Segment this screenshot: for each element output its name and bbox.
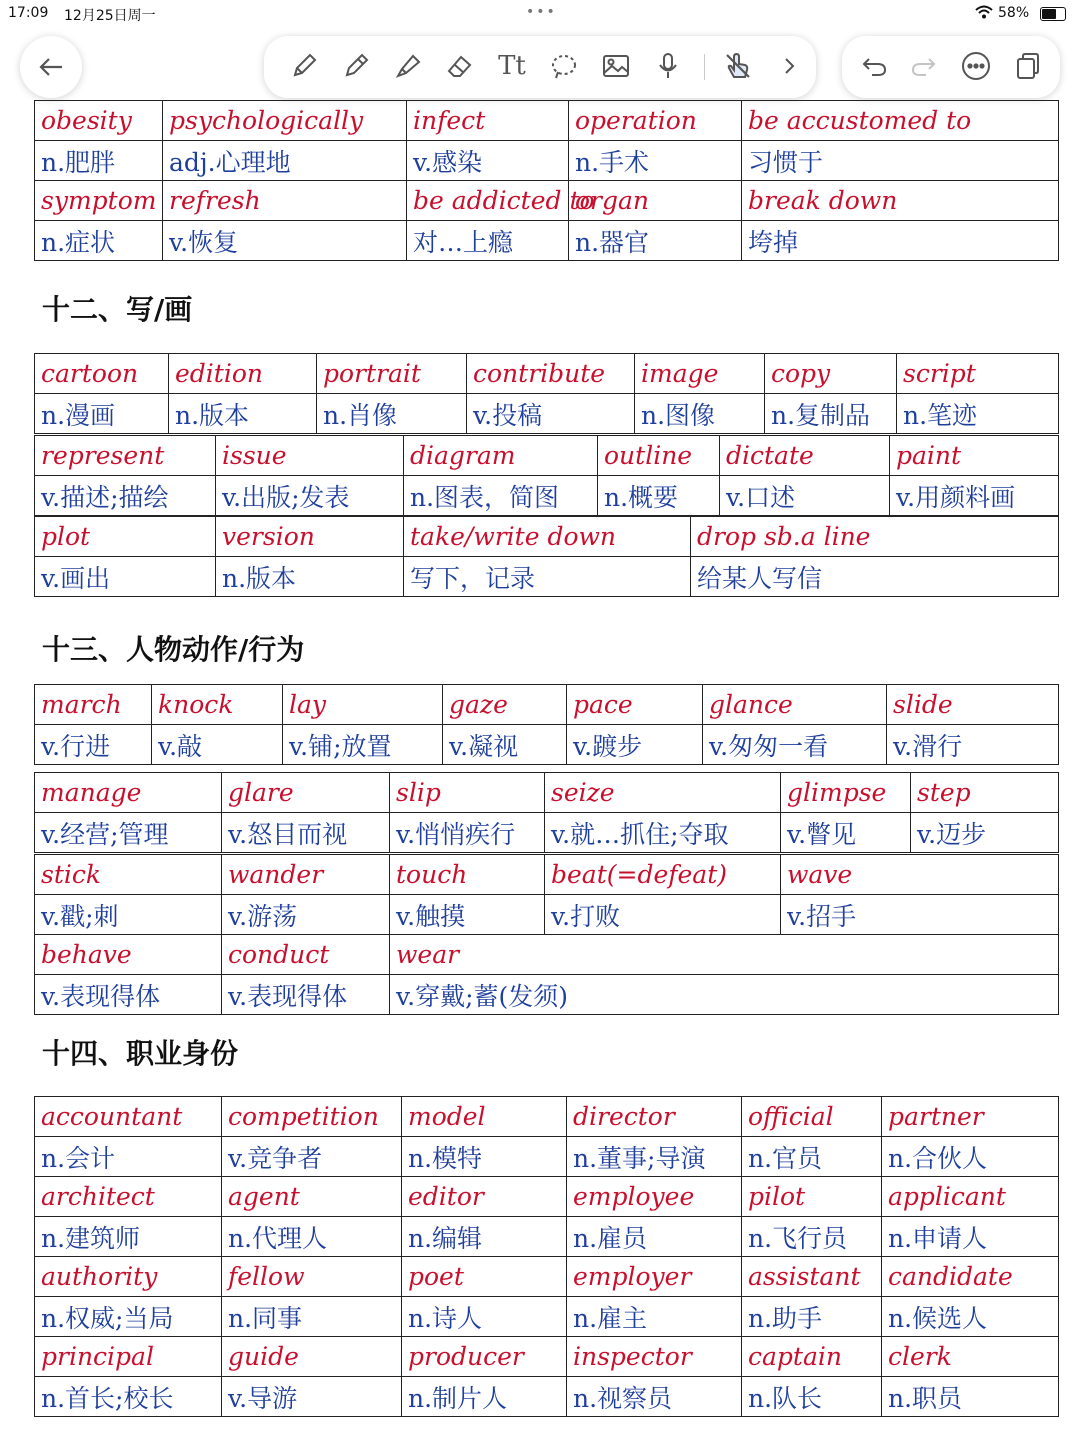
meaning-cell: v.瞥见 — [781, 813, 911, 853]
meaning-cell: n.同事 — [222, 1297, 402, 1337]
meaning-cell: 垮掉 — [742, 221, 1059, 261]
vocab-table-writing — [34, 353, 1059, 434]
meaning-cell: n.董事;导演 — [567, 1137, 742, 1177]
meaning-cell: v.触摸 — [390, 895, 545, 935]
pages-icon — [1014, 51, 1042, 81]
meaning-cell: v.导游 — [222, 1377, 402, 1417]
vocab-table-actions — [34, 684, 1059, 765]
more-icon — [960, 50, 992, 82]
word-cell: slip — [390, 773, 545, 813]
word-cell: captain — [742, 1337, 882, 1377]
meaning-cell: n.队长 — [742, 1377, 882, 1417]
word-cell: knock — [152, 685, 283, 725]
vocab-table-actions-3 — [34, 854, 1059, 935]
table-row — [35, 557, 1059, 597]
meaning-cell: v.就…抓住;夺取 — [545, 813, 781, 853]
meaning-cell: n.概要 — [598, 476, 720, 516]
word-cell: outline — [598, 436, 720, 476]
note-page[interactable] — [0, 92, 1080, 1440]
pen-icon — [341, 51, 371, 81]
word-cell: agent — [222, 1177, 402, 1217]
touch-draw-icon — [723, 51, 753, 81]
word-cell: lay — [283, 685, 443, 725]
wifi-icon — [975, 5, 993, 23]
lasso-icon — [549, 51, 579, 81]
pages-button[interactable] — [1006, 36, 1050, 96]
word-cell: stick — [35, 855, 222, 895]
meaning-cell: v.敲 — [152, 725, 283, 765]
word-cell: symptom — [35, 181, 163, 221]
toolbar-divider — [704, 54, 705, 80]
table-row — [35, 855, 1059, 895]
eraser-button[interactable] — [438, 36, 482, 96]
meaning-cell: n.代理人 — [222, 1217, 402, 1257]
meaning-cell: n.图像 — [635, 394, 765, 434]
word-cell: architect — [35, 1177, 222, 1217]
word-cell: be accustomed to — [742, 101, 1059, 141]
word-cell: image — [635, 354, 765, 394]
table-row — [35, 1257, 1059, 1297]
more-tools-button[interactable] — [770, 36, 808, 96]
word-cell: employee — [567, 1177, 742, 1217]
word-cell: glare — [222, 773, 390, 813]
meaning-cell: v.打败 — [545, 895, 781, 935]
meaning-cell: n.肥胖 — [35, 141, 163, 181]
meaning-cell: n.复制品 — [765, 394, 897, 434]
table-row — [35, 476, 1059, 516]
word-cell: diagram — [404, 436, 598, 476]
meaning-cell: 给某人写信 — [691, 557, 1059, 597]
word-cell: take/write down — [404, 517, 691, 557]
meaning-cell: n.首长;校长 — [35, 1377, 222, 1417]
word-cell: step — [911, 773, 1059, 813]
meaning-cell: v.画出 — [35, 557, 216, 597]
chevron-right-icon — [781, 55, 797, 77]
meaning-cell: n.权威;当局 — [35, 1297, 222, 1337]
redo-icon — [910, 54, 938, 78]
meaning-cell: 习惯于 — [742, 141, 1059, 181]
word-cell: gaze — [443, 685, 567, 725]
table-row — [35, 354, 1059, 394]
meaning-cell: n.职员 — [882, 1377, 1059, 1417]
table-row — [35, 1377, 1059, 1417]
meaning-cell: v.用颜料画 — [890, 476, 1059, 516]
word-cell: wave — [781, 855, 1059, 895]
meaning-cell: v.迈步 — [911, 813, 1059, 853]
pencil-button[interactable] — [282, 36, 326, 96]
meaning-cell: n.手术 — [569, 141, 742, 181]
word-cell: glimpse — [781, 773, 911, 813]
meaning-cell: 对…上瘾 — [407, 221, 569, 261]
word-cell: behave — [35, 935, 222, 975]
word-cell: touch — [390, 855, 545, 895]
status-date: 12月25日周一 — [64, 8, 156, 24]
meaning-cell: n.会计 — [35, 1137, 222, 1177]
table-row — [35, 1177, 1059, 1217]
word-cell: be addicted to — [407, 181, 569, 221]
word-cell: candidate — [882, 1257, 1059, 1297]
status-time: 17:09 — [8, 5, 49, 21]
table-row — [35, 773, 1059, 813]
undo-icon — [860, 54, 888, 78]
table-row — [35, 181, 1059, 221]
table-row — [35, 1137, 1059, 1177]
word-cell: drop sb.a line — [691, 517, 1059, 557]
battery-percent: 58% — [998, 5, 1030, 21]
text-button[interactable] — [490, 36, 534, 96]
meaning-cell: v.招手 — [781, 895, 1059, 935]
meaning-cell: n.症状 — [35, 221, 163, 261]
meaning-cell: v.悄悄疾行 — [390, 813, 545, 853]
word-cell: guide — [222, 1337, 402, 1377]
table-row — [35, 975, 1059, 1015]
word-cell: fellow — [222, 1257, 402, 1297]
word-cell: paint — [890, 436, 1059, 476]
word-cell: employer — [567, 1257, 742, 1297]
meaning-cell: v.戳;刺 — [35, 895, 222, 935]
meaning-cell: v.凝视 — [443, 725, 567, 765]
meaning-cell: v.滑行 — [887, 725, 1059, 765]
meaning-cell: v.穿戴;蓄(发须) — [390, 975, 1059, 1015]
word-cell: beat(=defeat) — [545, 855, 781, 895]
word-cell: issue — [216, 436, 404, 476]
meaning-cell: v.匆匆一看 — [703, 725, 887, 765]
meaning-cell: n.模特 — [402, 1137, 567, 1177]
meaning-cell: v.描述;描绘 — [35, 476, 216, 516]
table-row — [35, 101, 1059, 141]
meaning-cell: n.漫画 — [35, 394, 169, 434]
word-cell: break down — [742, 181, 1059, 221]
word-cell: seize — [545, 773, 781, 813]
meaning-cell: v.铺;放置 — [283, 725, 443, 765]
word-cell: inspector — [567, 1337, 742, 1377]
table-row — [35, 517, 1059, 557]
meaning-cell: n.视察员 — [567, 1377, 742, 1417]
pencil-icon — [289, 51, 319, 81]
word-cell: principal — [35, 1337, 222, 1377]
table-row — [35, 813, 1059, 853]
word-cell: dictate — [720, 436, 890, 476]
word-cell: wander — [222, 855, 390, 895]
meaning-cell: n.飞行员 — [742, 1217, 882, 1257]
word-cell: assistant — [742, 1257, 882, 1297]
word-cell: competition — [222, 1097, 402, 1137]
word-cell: represent — [35, 436, 216, 476]
word-cell: copy — [765, 354, 897, 394]
word-cell: plot — [35, 517, 216, 557]
table-row — [35, 1217, 1059, 1257]
meaning-cell: n.肖像 — [317, 394, 467, 434]
vocab-table-health — [34, 100, 1059, 261]
meaning-cell: v.经营;管理 — [35, 813, 222, 853]
undo-button[interactable] — [852, 36, 896, 96]
vocab-table-writing-3 — [34, 516, 1059, 597]
meaning-cell: v.口述 — [720, 476, 890, 516]
word-cell: manage — [35, 773, 222, 813]
table-row — [35, 725, 1059, 765]
word-cell: model — [402, 1097, 567, 1137]
lasso-button[interactable] — [542, 36, 586, 96]
meaning-cell: v.表现得体 — [222, 975, 390, 1015]
meaning-cell: n.官员 — [742, 1137, 882, 1177]
meaning-cell: v.出版;发表 — [216, 476, 404, 516]
more-button[interactable] — [954, 36, 998, 96]
meaning-cell: n.笔迹 — [897, 394, 1059, 434]
word-cell: pilot — [742, 1177, 882, 1217]
meaning-cell: n.雇主 — [567, 1297, 742, 1337]
pen-button[interactable] — [334, 36, 378, 96]
word-cell: poet — [402, 1257, 567, 1297]
table-row — [35, 1297, 1059, 1337]
table-row — [35, 141, 1059, 181]
word-cell: director — [567, 1097, 742, 1137]
meaning-cell: v.表现得体 — [35, 975, 222, 1015]
word-cell: slide — [887, 685, 1059, 725]
word-cell: operation — [569, 101, 742, 141]
meaning-cell: n.合伙人 — [882, 1137, 1059, 1177]
word-cell: producer — [402, 1337, 567, 1377]
meaning-cell: v.竞争者 — [222, 1137, 402, 1177]
document-toolbar — [842, 36, 1060, 98]
status-bar — [0, 0, 1080, 28]
word-cell: wear — [390, 935, 1059, 975]
vocab-table-actions-4 — [34, 934, 1059, 1015]
meaning-cell: n.申请人 — [882, 1217, 1059, 1257]
highlighter-button[interactable] — [386, 36, 430, 96]
table-row — [35, 436, 1059, 476]
word-cell: clerk — [882, 1337, 1059, 1377]
meaning-cell: v.踱步 — [567, 725, 703, 765]
meaning-cell: adj.心理地 — [163, 141, 407, 181]
image-icon — [601, 51, 631, 81]
vocab-table-occupations — [34, 1096, 1059, 1417]
word-cell: script — [897, 354, 1059, 394]
word-cell: glance — [703, 685, 887, 725]
meaning-cell: n.制片人 — [402, 1377, 567, 1417]
word-cell: psychologically — [163, 101, 407, 141]
back-button[interactable] — [20, 36, 82, 98]
meaning-cell: n.版本 — [169, 394, 317, 434]
microphone-button[interactable] — [646, 36, 690, 96]
microphone-icon — [653, 51, 683, 81]
word-cell: accountant — [35, 1097, 222, 1137]
meaning-cell: n.建筑师 — [35, 1217, 222, 1257]
drawing-toolbar — [264, 36, 816, 98]
table-row — [35, 221, 1059, 261]
table-row — [35, 1097, 1059, 1137]
meaning-cell: n.器官 — [569, 221, 742, 261]
meaning-cell: n.图表，简图 — [404, 476, 598, 516]
table-row — [35, 685, 1059, 725]
meaning-cell: v.恢复 — [163, 221, 407, 261]
section-heading-actions: 十三、人物动作/行为 — [42, 633, 305, 666]
meaning-cell: n.雇员 — [567, 1217, 742, 1257]
meaning-cell: v.怒目而视 — [222, 813, 390, 853]
touch-draw-button[interactable] — [716, 36, 760, 96]
word-cell: march — [35, 685, 152, 725]
word-cell: version — [216, 517, 404, 557]
image-button[interactable] — [594, 36, 638, 96]
word-cell: official — [742, 1097, 882, 1137]
word-cell: contribute — [467, 354, 635, 394]
word-cell: obesity — [35, 101, 163, 141]
meaning-cell: n.候选人 — [882, 1297, 1059, 1337]
vocab-table-actions-2 — [34, 772, 1059, 853]
multitask-dots[interactable]: ••• — [526, 4, 557, 20]
word-cell: pace — [567, 685, 703, 725]
table-row — [35, 394, 1059, 434]
word-cell: organ — [569, 181, 742, 221]
meaning-cell: v.游荡 — [222, 895, 390, 935]
eraser-icon — [445, 51, 475, 81]
battery-icon — [1040, 7, 1066, 21]
meaning-cell: n.诗人 — [402, 1297, 567, 1337]
word-cell: edition — [169, 354, 317, 394]
word-cell: cartoon — [35, 354, 169, 394]
word-cell: applicant — [882, 1177, 1059, 1217]
word-cell: conduct — [222, 935, 390, 975]
table-row — [35, 895, 1059, 935]
meaning-cell: n.版本 — [216, 557, 404, 597]
vocab-table-writing-2 — [34, 435, 1059, 516]
word-cell: refresh — [163, 181, 407, 221]
word-cell: partner — [882, 1097, 1059, 1137]
meaning-cell: 写下，记录 — [404, 557, 691, 597]
word-cell: editor — [402, 1177, 567, 1217]
table-row — [35, 1337, 1059, 1377]
word-cell: portrait — [317, 354, 467, 394]
word-cell: infect — [407, 101, 569, 141]
highlighter-icon — [393, 51, 423, 81]
section-heading-writing: 十二、写/画 — [42, 293, 193, 326]
meaning-cell: v.感染 — [407, 141, 569, 181]
meaning-cell: n.编辑 — [402, 1217, 567, 1257]
back-arrow-icon — [20, 36, 82, 98]
redo-button[interactable] — [902, 36, 946, 96]
text-icon: Tt — [498, 51, 526, 81]
section-heading-occupations: 十四、职业身份 — [42, 1037, 239, 1070]
table-row — [35, 935, 1059, 975]
meaning-cell: v.行进 — [35, 725, 152, 765]
meaning-cell: n.助手 — [742, 1297, 882, 1337]
meaning-cell: v.投稿 — [467, 394, 635, 434]
word-cell: authority — [35, 1257, 222, 1297]
